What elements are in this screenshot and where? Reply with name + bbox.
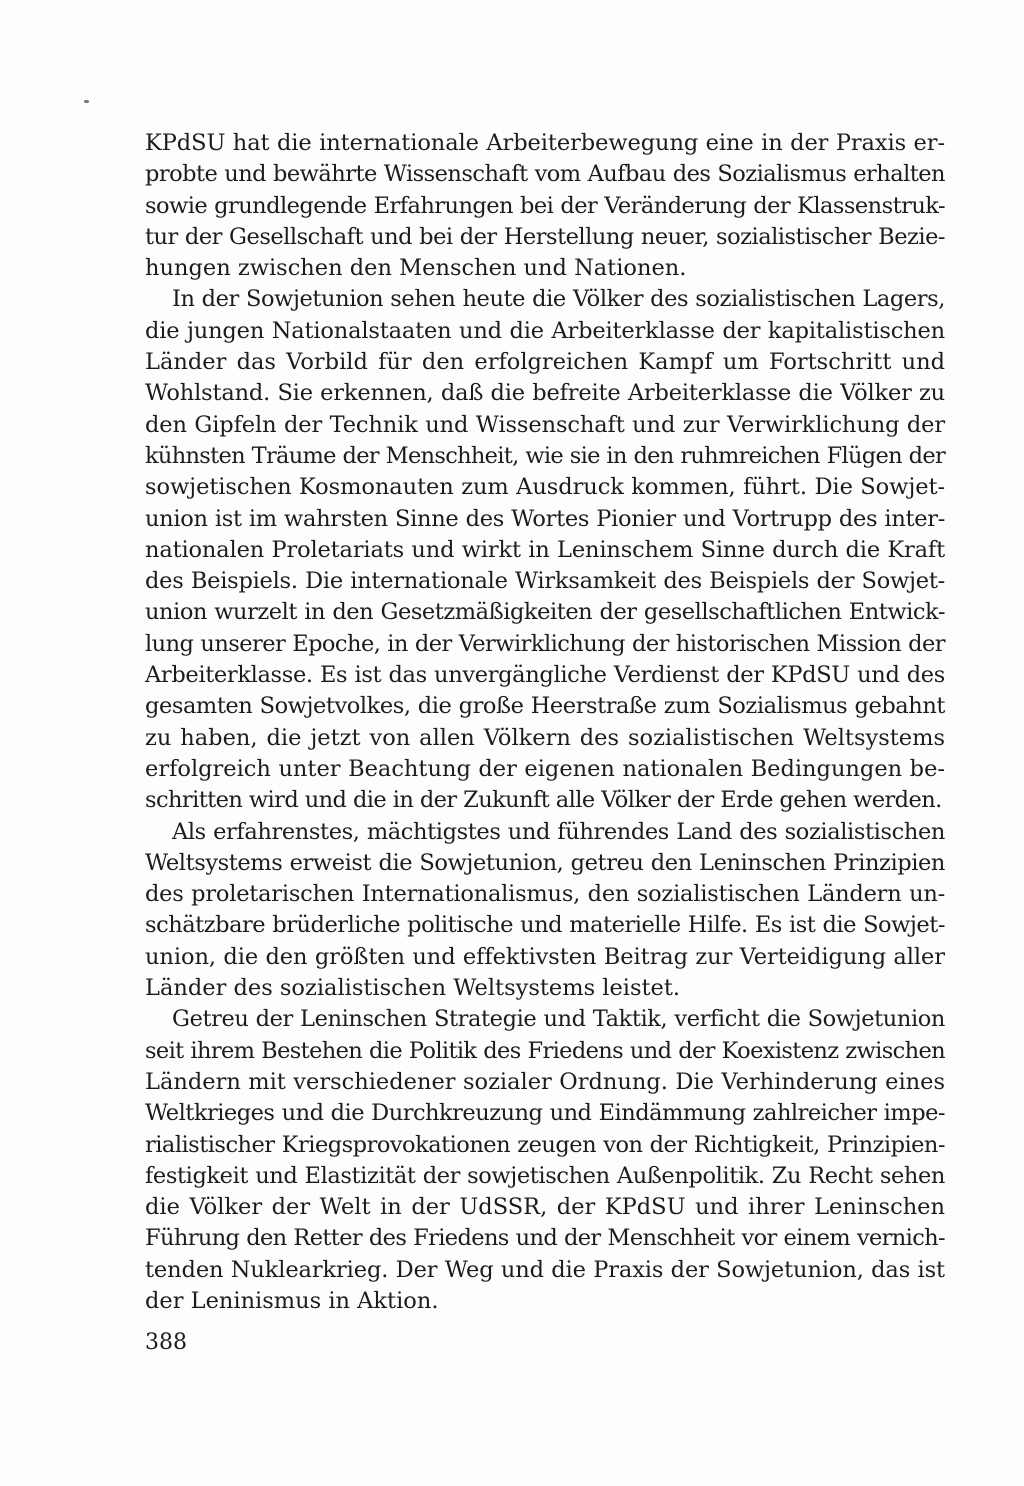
text-line: union, die den größten und effektivsten Beitrag zur Verteidigung aller: [145, 943, 945, 970]
text-line: sowjetischen Kosmonauten zum Ausdruck kommen, führt. Die Sowjet-: [145, 474, 945, 501]
text-line: In der Sowjetunion sehen heute die Völker des sozialistischen Lagers,: [172, 286, 945, 313]
text-line: seit ihrem Bestehen die Politik des Friedens und der Koexistenz zwischen: [145, 1037, 945, 1064]
text-line: nationalen Proletariats und wirkt in Leninschem Sinne durch die Kraft: [145, 536, 945, 563]
text-line: Führung den Retter des Friedens und der Menschheit vor einem vernich-: [145, 1225, 945, 1252]
text-line: Arbeiterklasse. Es ist das unvergängliche Verdienst der KPdSU und des: [145, 662, 945, 689]
text-line: KPdSU hat die internationale Arbeiterbewegung eine in der Praxis er-: [145, 130, 945, 156]
text-line: Länder das Vorbild für den erfolgreichen Kampf um Fortschritt und: [145, 349, 945, 376]
text-line: des proletarischen Internationalismus, den sozialistischen Ländern un-: [145, 881, 945, 908]
text-line: der Leninismus in Aktion.: [145, 1287, 439, 1314]
body-text: [145, 128, 945, 1317]
text-line: union ist im wahrsten Sinne des Wortes Pionier und Vortrupp des inter-: [145, 505, 945, 532]
text-line: die Völker der Welt in der UdSSR, der KPdSU und ihrer Leninschen: [145, 1194, 945, 1221]
text-line: hungen zwischen den Menschen und Nationen.: [145, 255, 687, 282]
text-line: lung unserer Epoche, in der Verwirklichung der historischen Mission der: [145, 630, 945, 657]
text-line: union wurzelt in den Gesetzmäßigkeiten der gesellschaftlichen Entwick-: [145, 599, 945, 626]
text-line: Wohlstand. Sie erkennen, daß die befreite Arbeiterklasse die Völker zu: [145, 380, 945, 407]
text-line: rialistischer Kriegsprovokationen zeugen von der Richtigkeit, Prinzipien-: [145, 1131, 945, 1158]
text-line: tur der Gesellschaft und bei der Herstellung neuer, sozialistischer Bezie-: [145, 223, 945, 250]
text-line: gesamten Sowjetvolkes, die große Heerstraße zum Sozialismus gebahnt: [145, 693, 945, 720]
text-line: Ländern mit verschiedener sozialer Ordnung. Die Verhinderung eines: [145, 1068, 945, 1095]
text-line: Weltsystems erweist die Sowjetunion, getreu den Leninschen Prinzipien: [145, 849, 945, 876]
text-line: schätzbare brüderliche politische und materielle Hilfe. Es ist die Sowjet-: [145, 912, 945, 939]
text-line: die jungen Nationalstaaten und die Arbeiterklasse der kapitalistischen: [145, 317, 945, 344]
text-line: schritten wird und die in der Zukunft alle Völker der Erde gehen werden.: [145, 787, 942, 814]
text-line: Getreu der Leninschen Strategie und Taktik, verficht die Sowjetunion: [172, 1006, 945, 1033]
text-line: des Beispiels. Die internationale Wirksamkeit des Beispiels der Sowjet-: [145, 568, 945, 595]
text-line: festigkeit und Elastizität der sowjetischen Außenpolitik. Zu Recht sehen: [145, 1162, 945, 1189]
text-line: tenden Nuklearkrieg. Der Weg und die Praxis der Sowjetunion, das ist: [145, 1256, 945, 1283]
text-line: Weltkrieges und die Durchkreuzung und Eindämmung zahlreicher impe-: [145, 1100, 945, 1127]
text-line: den Gipfeln der Technik und Wissenschaft und zur Verwirklichung der: [145, 411, 945, 438]
text-line: erfolgreich unter Beachtung der eigenen nationalen Bedingungen be-: [145, 755, 945, 782]
scan-speck: [84, 100, 89, 103]
text-line: kühnsten Träume der Menschheit, wie sie in den ruhmreichen Flügen der: [145, 442, 945, 469]
paragraph: [145, 817, 945, 1005]
text-line: probte und bewährte Wissenschaft vom Aufbau des Sozialismus erhalten: [145, 161, 945, 188]
text-line: Länder des sozialistischen Weltsystems leistet.: [145, 975, 681, 1002]
text-line: zu haben, die jetzt von allen Völkern des sozialistischen Weltsystems: [145, 724, 945, 751]
text-line: Als erfahrenstes, mächtigstes und führendes Land des sozialistischen: [172, 818, 945, 845]
paragraph: [145, 128, 945, 284]
page-number: 388: [145, 1330, 187, 1355]
text-line: sowie grundlegende Erfahrungen bei der Veränderung der Klassenstruk-: [145, 192, 945, 219]
paragraph: [145, 1004, 945, 1317]
paragraph: [145, 284, 945, 816]
